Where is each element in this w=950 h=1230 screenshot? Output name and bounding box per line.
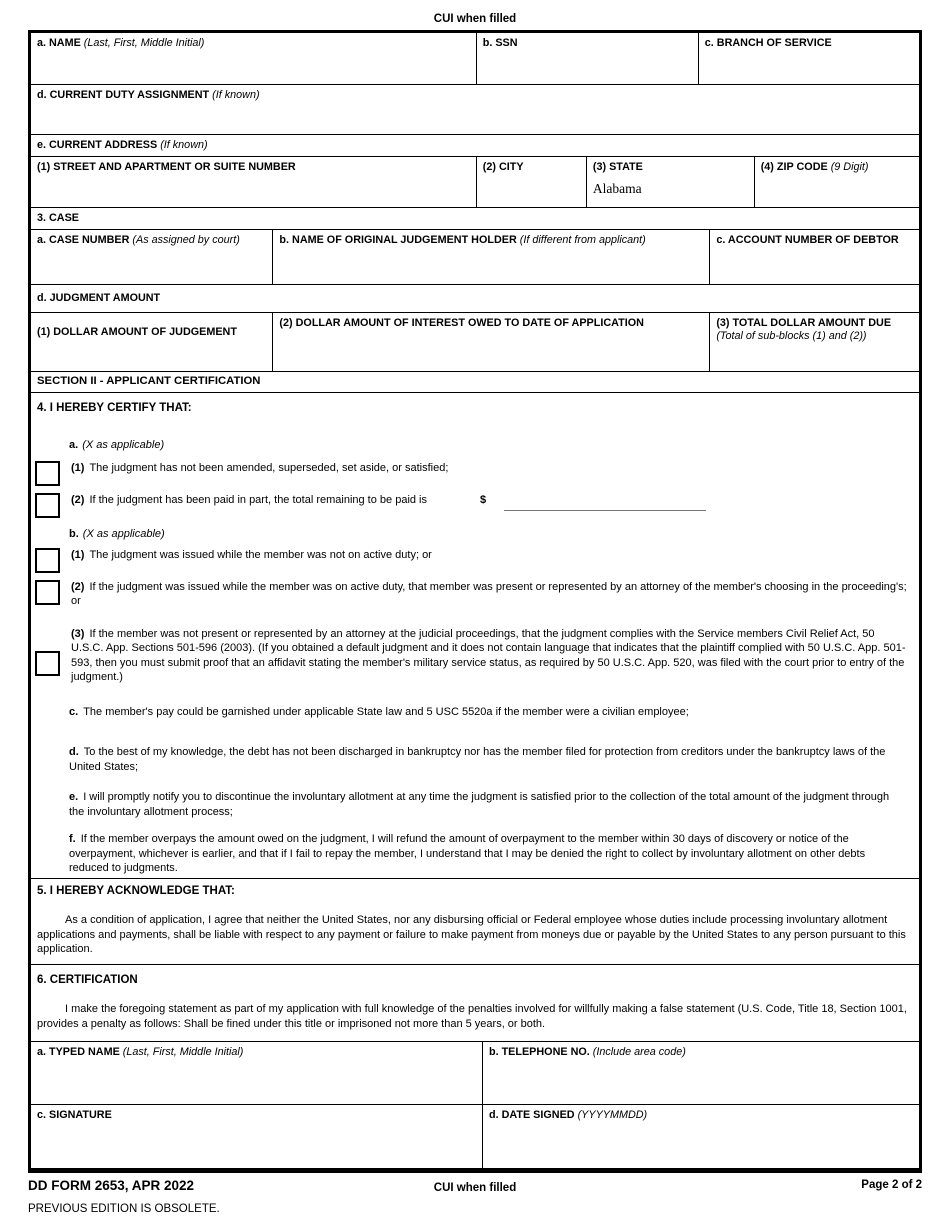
certify-a2-row (31, 493, 909, 518)
telephone-field[interactable] (483, 1042, 919, 1104)
certify-a1-row (31, 461, 909, 486)
page-footer (28, 1178, 922, 1194)
certification-text: I make the foregoing statement as part of my application with full knowledge of the penalties involved for willfully making a false statement (U.S. Code, Title 18, Section 1001, provides a penalty as follows: Shall be fined under this title or imprisoned not more than 5 years, or both. (37, 1003, 907, 1030)
city-field[interactable] (477, 157, 587, 207)
row-acknowledge (31, 879, 919, 965)
row-name-ssn-branch (31, 33, 919, 85)
certify-b3-row (31, 627, 909, 685)
certify-b3-text: (3) If the member was not present or represented by an attorney at the judicial proceedings, that the judgment complies with the Service members Civil Relief Act, 50 U.S.C. App. Sections 501-596 (2003). (If you obtained a default judgment and it does not contain language that indicates that the plaintiff complied with 50 U.S.C. App. 501-593, then you must submit proof that an affidavit stating the member's military service status, as required by 50 U.S.C. App. 520, was filed with the court prior to entry of the judgment.) (71, 627, 906, 683)
row-street-city-state-zip (31, 157, 919, 208)
row-signature-date (31, 1105, 919, 1168)
date-signed-label: d. DATE SIGNED (YYYYMMDD) (488, 1109, 648, 1121)
page-number: Page 2 of 2 (861, 1179, 923, 1191)
checkbox-b2[interactable] (35, 580, 60, 605)
row-duty-assignment (31, 85, 919, 135)
judgment-amount-label: d. JUDGMENT AMOUNT (37, 292, 161, 304)
row-current-address (31, 135, 919, 157)
row-dollar-amounts (31, 313, 919, 372)
certify-a2-text (71, 493, 909, 511)
cui-banner-top: CUI when filled (433, 13, 517, 25)
certify-block (31, 393, 919, 878)
judgment-amount-header (31, 285, 919, 312)
branch-of-service-label: c. BRANCH OF SERVICE (704, 37, 832, 49)
row-section2-header (31, 372, 919, 393)
checkbox-b3[interactable] (35, 651, 60, 676)
previous-edition-note: PREVIOUS EDITION IS OBSOLETE. (28, 1203, 220, 1215)
state-field[interactable] (587, 157, 755, 207)
judgement-holder-label: b. NAME OF ORIGINAL JUDGEMENT HOLDER (If different from applicant) (279, 234, 646, 246)
section2-header-label: SECTION II - APPLICANT CERTIFICATION (37, 375, 261, 387)
dollar-amount-interest-label: (2) DOLLAR AMOUNT OF INTEREST OWED TO DATE OF APPLICATION (279, 317, 644, 329)
dollar-amount-judgement-label: (1) DOLLAR AMOUNT OF JUDGEMENT (37, 326, 237, 338)
checkbox-a1[interactable] (35, 461, 60, 486)
certify-a-sublabel: a. (X as applicable) (69, 438, 165, 451)
row-case-header (31, 208, 919, 230)
state-value[interactable]: Alabama (592, 181, 642, 196)
cui-banner-bottom: CUI when filled (433, 1182, 517, 1194)
certify-a2-sentence: (2) If the judgment has been paid in part, the total remaining to be paid is (71, 494, 428, 506)
section2-header (31, 372, 919, 392)
case-header (31, 208, 919, 229)
typed-name-field[interactable] (31, 1042, 483, 1104)
row-case-number (31, 230, 919, 285)
certify-f-text: f. If the member overpays the amount owed on the judgment, I will refund the amount of overpayment to the member within 30 days of discovery or notice of the overpayment, whichever is earlier, and that if I fail to repay the member, I understand that I may be denied the right to collect by involuntary allotment on other debts reduced to judgments. (69, 833, 866, 874)
certification-block (31, 965, 919, 1041)
name-label: a. NAME (Last, First, Middle Initial) (37, 37, 205, 49)
duty-assignment-label: d. CURRENT DUTY ASSIGNMENT (If known) (37, 89, 260, 101)
certify-d-text: d. To the best of my knowledge, the debt has not been discharged in bankruptcy nor has the member filed for protection from creditors under the bankruptcy laws of the United States; (69, 746, 886, 773)
duty-assignment-field[interactable] (31, 85, 919, 134)
city-label: (2) CITY (482, 161, 524, 173)
certify-b1-row (31, 548, 909, 573)
certify-b2-row (31, 580, 909, 609)
account-number-label: c. ACCOUNT NUMBER OF DEBTOR (716, 234, 899, 246)
case-number-field[interactable] (31, 230, 273, 284)
zip-field[interactable] (755, 157, 919, 207)
certify-a1-text: (1) The judgment has not been amended, superseded, set aside, or satisfied; (71, 462, 449, 474)
ssn-label: b. SSN (482, 37, 518, 49)
acknowledge-text: As a condition of application, I agree that neither the United States, nor any disbursing official or Federal employee whose duties include processing involuntary allotment applications and payments, shall be liable with respect to any payment or failure to make payment from moneys due or payable by the United States to any person pursuant to this application. (37, 914, 906, 955)
branch-of-service-field[interactable] (699, 33, 919, 84)
judgement-holder-field[interactable] (273, 230, 710, 284)
dollar-sign: $ (480, 494, 487, 506)
telephone-label: b. TELEPHONE NO. (Include area code) (488, 1046, 686, 1058)
ssn-field[interactable] (477, 33, 699, 84)
row-judgment-amount-header (31, 285, 919, 313)
dollar-amount-judgement-field[interactable] (31, 313, 273, 371)
case-number-label: a. CASE NUMBER (As assigned by court) (37, 234, 240, 246)
certify-title: 4. I HEREBY CERTIFY THAT: (37, 402, 192, 414)
total-dollar-amount-field[interactable] (710, 313, 919, 371)
form-number: DD FORM 2653, APR 2022 (28, 1178, 195, 1193)
signature-field[interactable] (31, 1105, 483, 1168)
typed-name-label: a. TYPED NAME (Last, First, Middle Initial) (37, 1046, 244, 1058)
account-number-field[interactable] (710, 230, 919, 284)
dd-form-2653-table (28, 30, 922, 1173)
certify-e-text: e. I will promptly notify you to discontinue the involuntary allotment at any time the judgment is satisfied prior to the collection of the total amount of the judgment through the involuntary allotment process; (69, 791, 890, 818)
signature-label: c. SIGNATURE (37, 1109, 112, 1121)
certify-b2-text: (2) If the judgment was issued while the member was on active duty, that member was present or represented by an attorney of the member's choosing in the proceeding's; or (71, 580, 907, 607)
row-typed-name-telephone (31, 1042, 919, 1105)
date-signed-field[interactable] (483, 1105, 919, 1168)
certification-title: 6. CERTIFICATION (37, 974, 138, 986)
state-label: (3) STATE (592, 161, 643, 173)
acknowledge-title: 5. I HEREBY ACKNOWLEDGE THAT: (37, 885, 235, 897)
certify-b-sublabel: b. (X as applicable) (69, 528, 165, 540)
certify-b1-text: (1) The judgment was issued while the member was not on active duty; or (71, 548, 432, 561)
street-label: (1) STREET AND APARTMENT OR SUITE NUMBER (37, 161, 296, 173)
name-field[interactable] (31, 33, 477, 84)
current-address-header (31, 135, 919, 156)
row-certification (31, 965, 919, 1042)
street-field[interactable] (31, 157, 477, 207)
total-dollar-amount-hint: (Total of sub-blocks (1) and (2)) (716, 330, 867, 342)
case-header-label: 3. CASE (37, 212, 80, 224)
dollar-amount-interest-field[interactable] (273, 313, 710, 371)
certify-c-text: c. The member's pay could be garnished under applicable State law and 5 USC 5520a if the member were a civilian employee; (69, 705, 689, 718)
current-address-label: e. CURRENT ADDRESS (If known) (37, 139, 208, 151)
acknowledge-block (31, 879, 919, 964)
total-dollar-amount-label: (3) TOTAL DOLLAR AMOUNT DUE (716, 317, 892, 329)
checkbox-a2[interactable] (35, 493, 60, 518)
checkbox-b1[interactable] (35, 548, 60, 573)
remaining-amount-input[interactable] (504, 493, 706, 511)
row-certify-block (31, 393, 919, 879)
zip-label: (4) ZIP CODE (9 Digit) (760, 161, 869, 173)
